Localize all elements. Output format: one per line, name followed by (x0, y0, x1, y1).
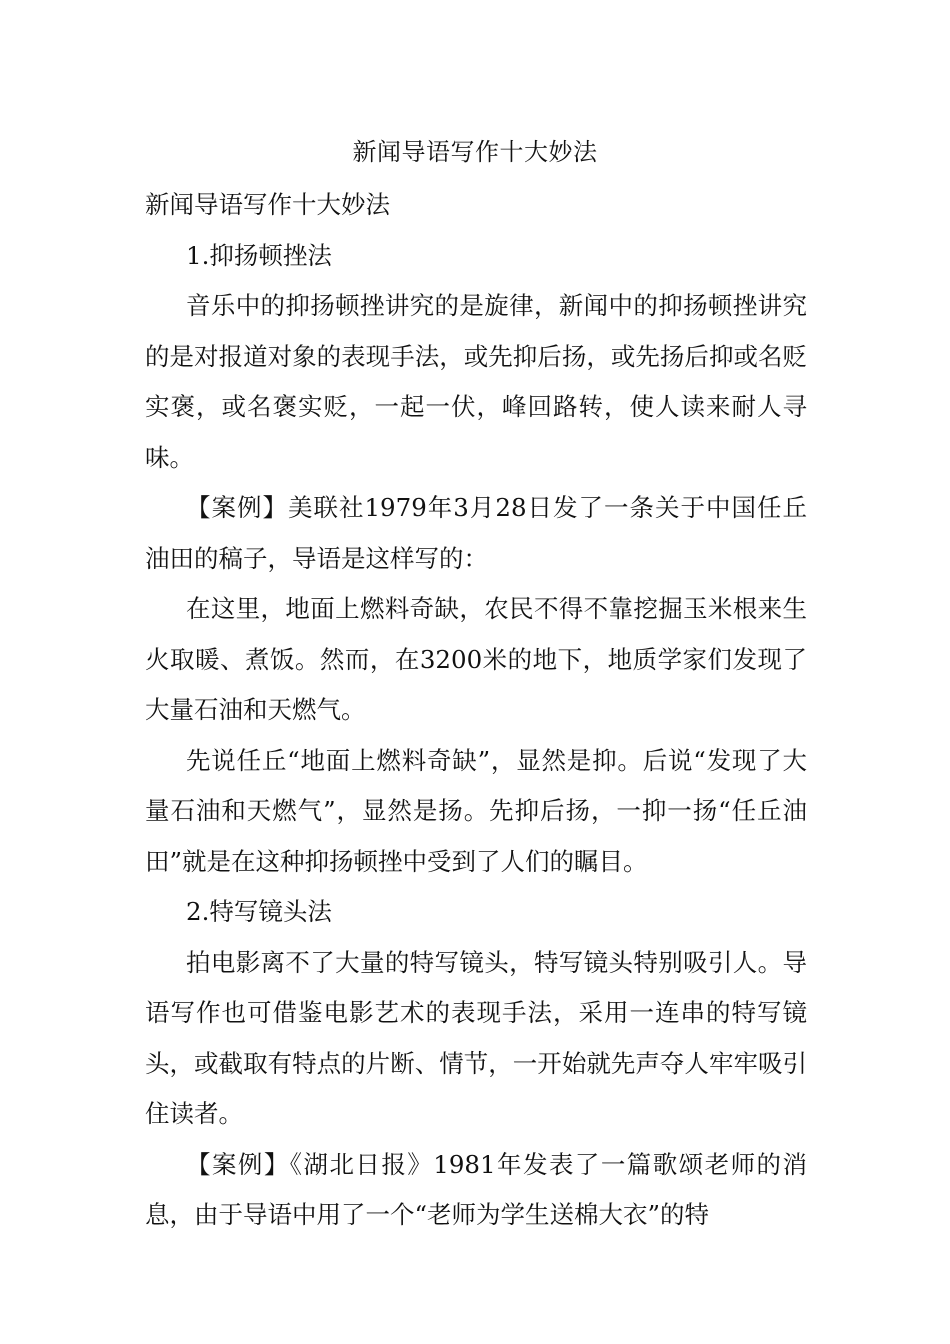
paragraph: 在这里，地面上燃料奇缺，农民不得不靠挖掘玉米根来生火取暖、煮饭。然而，在3200米的地下，地质学家们发现了大量石油和天燃气。 (145, 594, 807, 724)
paragraph: 【案例】美联社1979年3月28日发了一条关于中国任丘油田的稿子，导语是这样写的： (145, 493, 807, 573)
paragraph: 【案例】《湖北日报》1981年发表了一篇歌颂老师的消息，由于导语中用了一个“老师为学生送棉大衣”的特 (145, 1149, 807, 1229)
section-heading-2: 2.特写镜头法 (186, 897, 332, 926)
document-body (145, 180, 807, 1241)
paragraph: 音乐中的抑扬顿挫讲究的是旋律，新闻中的抑扬顿挫讲究的是对报道对象的表现手法，或先抑后扬，或先扬后抑或名贬实褒，或名褒实贬，一起一伏，峰回路转，使人读来耐人寻味。 (145, 291, 807, 472)
section-heading-1: 1.抑扬顿挫法 (186, 240, 332, 270)
paragraph: 拍电影离不了大量的特写镜头，特写镜头特别吸引人。导语写作也可借鉴电影艺术的表现手法，采用一连串的特写镜头，或截取有特点的片断、情节，一开始就先声夺人牢牢吸引住读者。 (145, 947, 807, 1128)
paragraph: 先说任丘“地面上燃料奇缺”，显然是抑。后说“发现了大量石油和天燃气”，显然是扬。先抑后扬，一抑一扬“任丘油田”就是在这种抑扬顿挫中受到了人们的瞩目。 (145, 745, 807, 876)
document-title: 新闻导语写作十大妙法 (352, 138, 598, 166)
paragraph-heading: 新闻导语写作十大妙法 (145, 190, 390, 219)
